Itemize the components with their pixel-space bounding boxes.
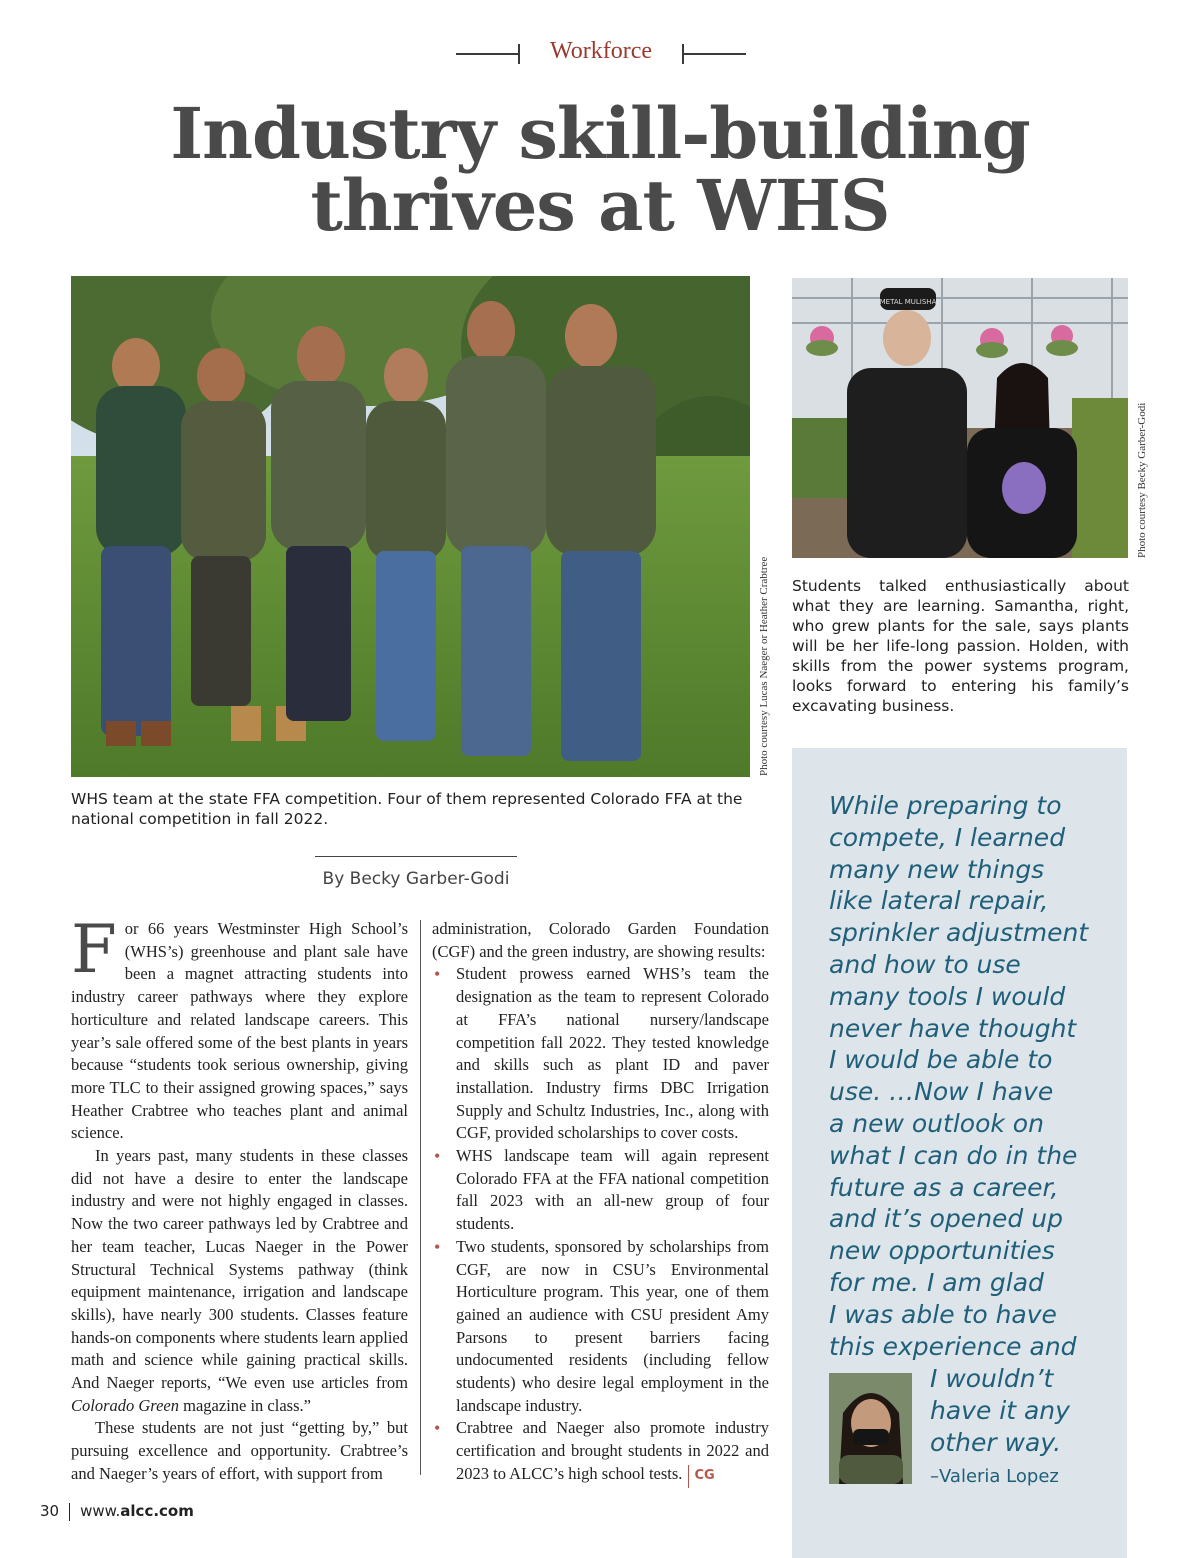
column-2-lead: administration, Colorado Garden Foundation (CGF) and the green industry, are showing results: (432, 919, 769, 961)
quote-line: compete, I learned (829, 822, 1066, 852)
paragraph-2-text-a: In years past, many students in these classes did not have a desire to enter the landscape industry and were not highly engaged in classes. Now the two career pathways led by Crabtree and her team teacher, Lucas Naeger in the Power Structural Technical Systems pathway (think equipment maintenance, irrigation and landscape skills), have nearly 300 students. Classes feature hands-on components where students learn applied math and science while gaining practical skills. And Naeger reports, “We even use articles from (71, 1146, 408, 1393)
greenhouse-photo-credit: Photo courtesy Becky Garber-Godi (1136, 402, 1148, 558)
results-list (432, 963, 769, 1487)
headline (100, 92, 1100, 247)
quote-line: I would be able to (829, 1045, 1053, 1075)
quote-line: use. …Now I have (829, 1077, 1054, 1107)
quote-line: I was able to have (829, 1299, 1057, 1329)
paragraph-1-text: or 66 years Westminster High School’s (WHS’s) greenhouse and plant sale have been a magnet attracting students into industry career pathways where they explore horticulture and related landscape careers. This year’s sale offered some of the best plants in years because “students took serious ownership, giving more TLC to their assigned growing spaces,” says Heather Crabtree who teaches plant and animal science. (71, 919, 408, 1143)
quote-line: a new outlook on (829, 1108, 1044, 1138)
section-rule-left (456, 53, 520, 55)
list-item: • WHS landscape team will again represent Colorado FFA at the FFA national competition fall 2023 with an all-new group of four students. (432, 1145, 769, 1236)
section-rule-right (682, 53, 746, 55)
list-item (432, 1417, 769, 1487)
cap-logo-text: METAL MULISHA (879, 298, 937, 306)
headline-line-1: Industry skill-building (170, 92, 1030, 175)
quote-line: I wouldn’t (930, 1364, 1054, 1393)
byline-rule (315, 856, 517, 857)
list-item: • Student prowess earned WHS’s team the designation as the team to represent Colorado at FFA’s national nursery/landscape competition fall 2022. They tested knowledge and skills such as plant ID and paver installation. Industry firms DBC Irrigation Supply and Schultz Industries, Inc., along with CGF, provided scholarships to cover costs. (432, 963, 769, 1145)
team-photo-caption: WHS team at the state FFA competition. Four of them represented Colorado FFA at the national competition in fall 2022. (71, 790, 743, 828)
article-paragraph-2 (71, 1145, 408, 1417)
team-photo-credit: Photo courtesy Lucas Naeger or Heather Crabtree (758, 556, 770, 776)
magazine-title: Colorado Green (71, 1395, 180, 1415)
greenhouse-photo-caption: Students talked enthusiastically about what they are learning. Samantha, right, who grew plants for the sale, says plants will be her life-long passion. Holden, with skills from the power systems program, looks forward to entering his family’s excavating business. (792, 577, 1129, 715)
quote-line: this experience and (829, 1331, 1077, 1361)
column-divider (420, 920, 421, 1475)
quote-line: new opportunities (829, 1236, 1055, 1266)
list-item: • Two students, sponsored by scholarships from CGF, are now in CSU’s Environmental Horticulture program. This year, one of them gained an audience with CSU president Amy Parsons to present barriers facing undocumented residents (including fellow students) who desire legal employment in the landscape industry. (432, 1236, 769, 1418)
end-mark: CG (688, 1465, 714, 1488)
quote-line: other way. (930, 1427, 1062, 1457)
footer-url-domain: alcc.com (120, 1502, 194, 1520)
quote-line: what I can do in the (829, 1140, 1078, 1170)
byline: By Becky Garber-Godi (322, 869, 510, 889)
footer-separator (69, 1503, 70, 1521)
article-column-1 (71, 911, 408, 1486)
quote-line: like lateral repair, (829, 886, 1049, 916)
quote-line: have it any (930, 1395, 1070, 1425)
pull-quote (829, 790, 1119, 1362)
drop-cap: F (71, 911, 117, 988)
page-number: 30 (40, 1502, 60, 1520)
quote-line: never have thought (829, 1013, 1077, 1043)
headline-line-2: thrives at WHS (310, 164, 890, 247)
quote-line: While preparing to (829, 791, 1062, 820)
quote-line: and how to use (829, 949, 1021, 979)
article-column-2 (432, 918, 769, 1488)
article-paragraph-1 (71, 911, 408, 1145)
paragraph-2-text-b: magazine in class.” (179, 1395, 311, 1415)
section-header (0, 36, 1200, 72)
pull-quote-tail (930, 1363, 1120, 1458)
quote-line: and it’s opened up (829, 1204, 1063, 1234)
list-item-text: Crabtree and Naeger also promote industry certification and brought students in 2022 and 2023 to ALCC’s high school tests. (456, 1418, 769, 1483)
team-photo (71, 276, 750, 777)
quote-attribution: –Valeria Lopez (930, 1466, 1059, 1487)
quote-line: sprinkler adjustment (829, 918, 1089, 948)
footer-url-prefix: www. (80, 1502, 121, 1520)
quote-portrait (829, 1373, 912, 1484)
quote-line: for me. I am glad (829, 1267, 1044, 1297)
quote-line: future as a career, (829, 1172, 1059, 1202)
article-paragraph-3: These students are not just “getting by,” but pursuing excellence and opportunity. Crabtree’s and Naeger’s years of effort, with support from (71, 1418, 408, 1483)
quote-line: many tools I would (829, 981, 1066, 1011)
greenhouse-photo (792, 278, 1128, 558)
section-label: Workforce (549, 38, 652, 64)
page-footer (40, 1502, 194, 1521)
quote-line: many new things (829, 854, 1045, 884)
